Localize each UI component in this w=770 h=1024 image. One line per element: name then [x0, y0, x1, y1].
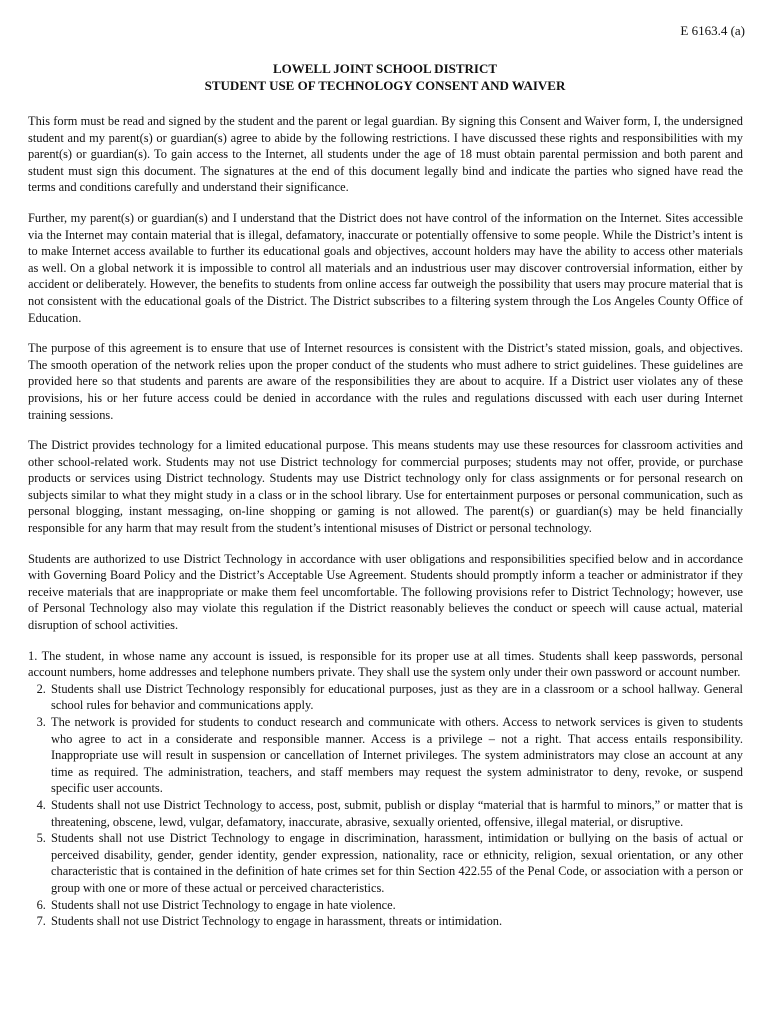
rule-item-7: 7. Students shall not use District Technology to engage in harassment, threats or intimidation. — [49, 913, 743, 930]
paragraph-limited-purpose: The District provides technology for a limited educational purpose. This means students may use these resources for classroom activities and other school-related work. Students may not use District technology for commercial purposes; students may not offer, provide, or purchase products or services using District technology. Students may use District technology only for class assignments or for personal research on subjects similar to what they might study in a class or in the school library. Use for entertainment purposes or personal communication, such as personal blogging, instant messaging, on-line shopping or gaming is not allowed. The parent(s) or guardian(s) may be held financially responsible for any harm that may result from the student’s intentional misuses of District or personal technology. — [28, 438, 743, 536]
document-title: STUDENT USE OF TECHNOLOGY CONSENT AND WAIVER — [204, 77, 566, 93]
rule-item-3: 3. The network is provided for students to conduct research and communicate with others. Access to network services is given to students who agree to act in a considerate and responsible manner. Access is a privilege – not a right. That access entails responsibility. Inappropriate use will result in suspension or cancellation of Internet privileges. The system administrators may close an account at any time as required. The administration, teachers, and staff members may request the system administrator to deny, revoke, or suspend specific user accounts. — [49, 714, 743, 797]
paragraph-consent: This form must be read and signed by the student and the parent or legal guardian. By signing this Consent and Waiver form, I, the undersigned student and my parent(s) or guardian(s) agree to abide by the following restrictions. I have discussed these rights and responsibilities with my parent(s) or guardian(s). To gain access to the Internet, all students under the age of 18 must obtain parental permission and both parent and student must sign this document. The signatures at the end of this document legally bind and indicate the parties who signed have read the terms and conditions carefully and understand their significance. — [28, 114, 743, 195]
paragraph-authorization: Students are authorized to use District Technology in accordance with user obligations and responsibilities specified below and in accordance with Governing Board Policy and the District’s Acceptable Use Agreement. Students should promptly inform a teacher or administrator if they receive materials that are inappropriate or make them feel uncomfortable. The following provisions refer to District Technology; however, use of Personal Technology also may violate this regulation if the District reasonably believes the conduct or speech will cause actual, material disruption of school activities. — [28, 551, 743, 633]
district-name: LOWELL JOINT SCHOOL DISTRICT — [272, 61, 498, 76]
document-heading — [0, 61, 770, 94]
rule-item-5: 5. Students shall not use District Technology to engage in discrimination, harassment, intimidation or bullying on the basis of actual or perceived disability, gender, gender identity, gender expression, nationality, race or ethnicity, religion, sexual orientation, or any other characteristic that is contained in the definition of hate crimes set for thin Section 422.55 of the Penal Code, or association with a person or group with one or more of these actual or perceived characteristics. — [49, 830, 743, 896]
paragraph-internet-control: Further, my parent(s) or guardian(s) and I understand that the District does not have control of the information on the Internet. Sites accessible via the Internet may contain material that is illegal, defamatory, inaccurate or potentially offensive to some people. While the District’s intent is to make Internet access available to further its educational goals and objectives, account holders may have the ability to access other materials as well. On a global network it is impossible to control all materials and an industrious user may discover controversial information, either by accident or deliberately. However, the benefits to students from online access far outweigh the possibility that users may procure material that is not consistent with the educational goals of the District. The District subscribes to a filtering system through the Los Angeles County Office of Education. — [28, 210, 743, 325]
rule-item-6: 6. Students shall not use District Technology to engage in hate violence. — [49, 897, 743, 914]
paragraph-purpose: The purpose of this agreement is to ensure that use of Internet resources is consistent with the District’s stated mission, goals, and objectives. The smooth operation of the network relies upon the proper conduct of the students who must adhere to strict guidelines. These guidelines are provided here so that students and parents are aware of the responsibilities they are about to acquire. If a District user violates any of these provisions, his or her future access could be denied in accordance with the rules and regulations discussed with each user during Internet training sessions. — [28, 341, 743, 422]
rule-item-2: 2. Students shall use District Technology responsibly for educational purposes, just as they are in a classroom or a school hallway. General school rules for behavior and communications apply. — [49, 681, 743, 714]
rule-item-1: 1. The student, in whose name any account is issued, is responsible for its proper use at all times. Students shall keep passwords, personal account numbers, home addresses and telephone numbers private. They shall use the system only under their own password or account number. — [28, 648, 743, 680]
document-number: E 6163.4 (a) — [680, 23, 745, 38]
rules-list — [28, 681, 743, 930]
rule-item-4: 4. Students shall not use District Technology to access, post, submit, publish or display “material that is harmful to minors,” or matter that is threatening, obscene, lewd, vulgar, defamatory, inaccurate, abrasive, sexually oriented, offensive, illegal material, or disruptive. — [49, 797, 743, 830]
document-body — [28, 113, 743, 930]
